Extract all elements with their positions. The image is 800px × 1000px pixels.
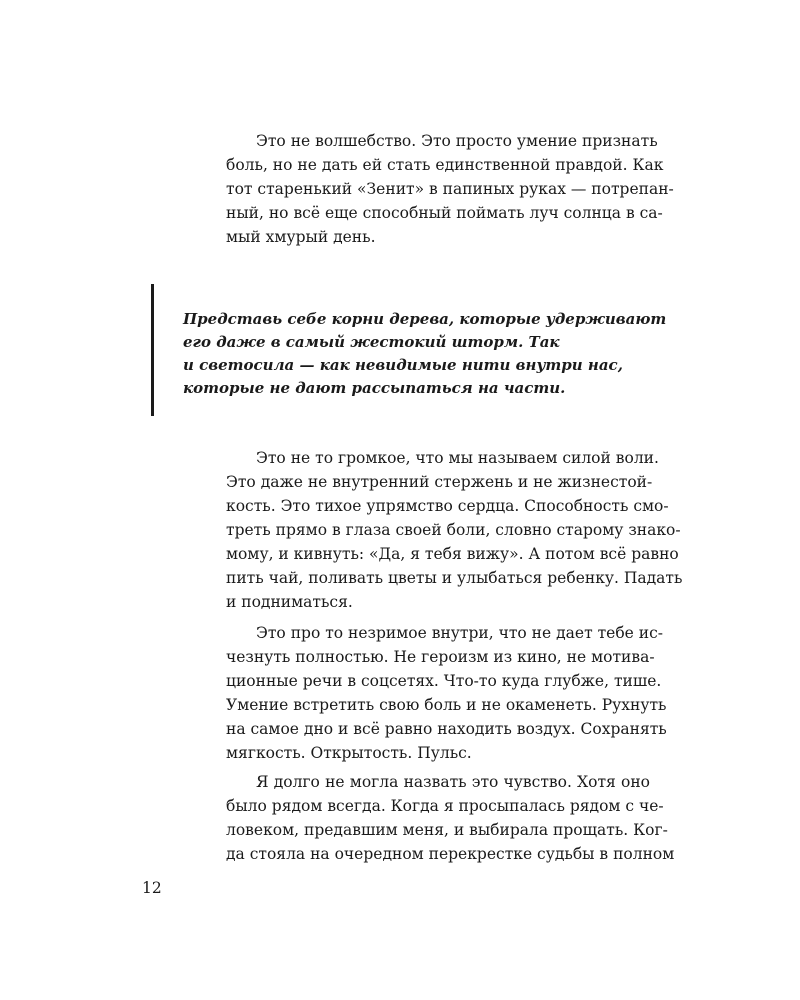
quote-line-2: его даже в самый жестокий шторм. Так [183, 333, 560, 351]
quote-line-1: Представь себе корни дерева, которые удерживают [183, 310, 667, 328]
paragraph-1-line-2: боль, но не дать ей стать единственной правдой. Как [226, 156, 664, 174]
paragraph-4-line-2: было рядом всегда. Когда я просыпалась рядом с че- [226, 797, 664, 815]
paragraph-4-line-3: ловеком, предавшим меня, и выбирала прощать. Ког- [226, 821, 668, 839]
quote-line-4: которые не дают рассыпаться на части. [183, 379, 566, 397]
paragraph-2-line-4: треть прямо в глаза своей боли, словно старому знако- [226, 521, 681, 539]
paragraph-2-line-3: кость. Это тихое упрямство сердца. Способность смо- [226, 497, 669, 515]
paragraph-2-line-1: Это не то громкое, что мы называем силой воли. [256, 449, 659, 467]
paragraph-3-line-2: чезнуть полностью. Не героизм из кино, не мотива- [226, 648, 655, 666]
paragraph-2-line-6: пить чай, поливать цветы и улыбаться ребенку. Падать [226, 569, 683, 587]
paragraph-3-line-4: Умение встретить свою боль и не окаменеть. Рухнуть [226, 696, 667, 714]
paragraph-2-line-5: мому, и кивнуть: «Да, я тебя вижу». А потом всё равно [226, 545, 679, 563]
paragraph-3-line-5: на самое дно и всё равно находить воздух. Сохранять [226, 720, 667, 738]
quote-bar [151, 284, 154, 416]
paragraph-4-line-4: да стояла на очередном перекрестке судьбы в полном [226, 845, 675, 863]
page-number: 12 [142, 879, 162, 897]
paragraph-4-line-1: Я долго не могла назвать это чувство. Хотя оно [256, 773, 650, 791]
paragraph-1-line-1: Это не волшебство. Это просто умение признать [256, 132, 658, 150]
paragraph-2-line-2: Это даже не внутренний стержень и не жизнестой- [226, 473, 653, 491]
quote-line-3: и светосила — как невидимые нити внутри нас, [183, 356, 623, 374]
paragraph-3-line-3: ционные речи в соцсетях. Что-то куда глубже, тише. [226, 672, 662, 690]
paragraph-1-line-5: мый хмурый день. [226, 228, 376, 246]
paragraph-1-line-3: тот старенький «Зенит» в папиных руках — потрепан- [226, 180, 674, 198]
paragraph-2-line-7: и подниматься. [226, 593, 353, 611]
paragraph-3-line-1: Это про то незримое внутри, что не дает тебе ис- [256, 624, 663, 642]
paragraph-3-line-6: мягкость. Открытость. Пульс. [226, 744, 472, 762]
paragraph-1-line-4: ный, но всё еще способный поймать луч солнца в са- [226, 204, 663, 222]
